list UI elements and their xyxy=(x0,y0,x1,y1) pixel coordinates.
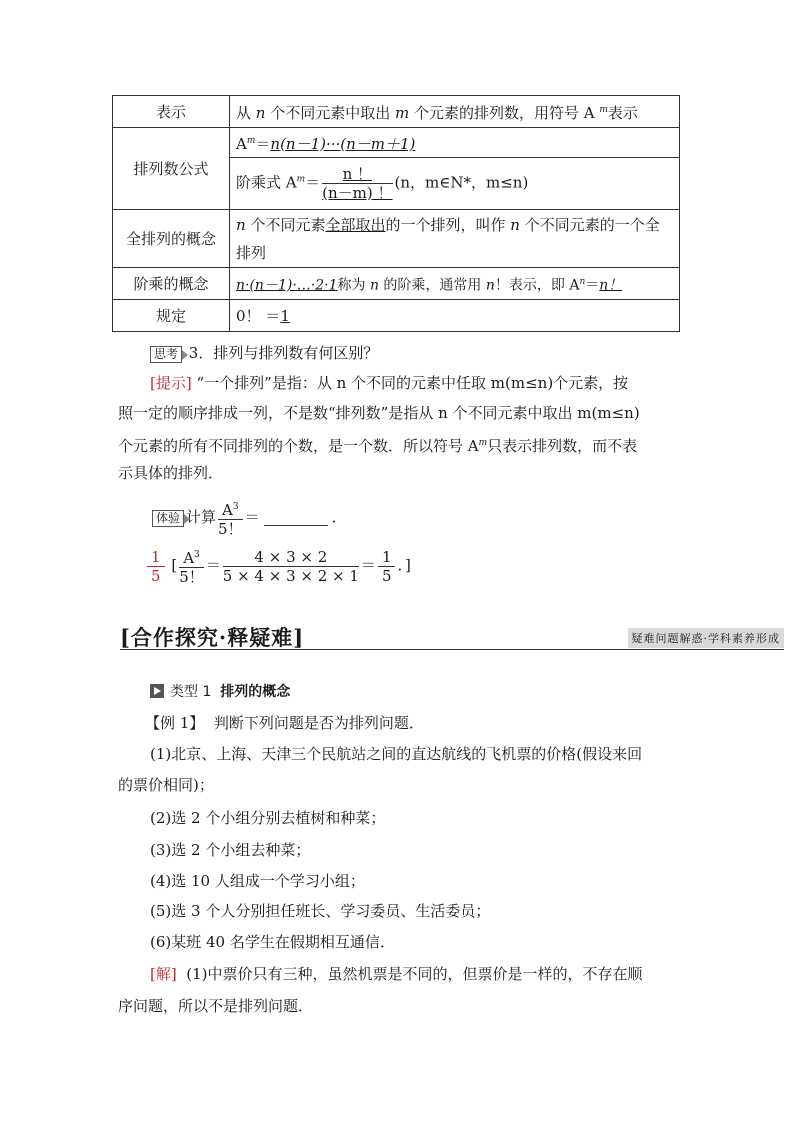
solution-line-1: [解] (1)中票价只有三种，虽然机票是不同的，但票价是一样的，不存在顺 xyxy=(150,965,643,983)
example-label: 【例 1】 xyxy=(145,714,205,732)
experience-answer: $\frac{1}{5}$ [ $\frac{A^3}{5!}$ ＝ $\frac{4 \times 3 \times 2}{5 \times 4 \times 3 \times 2 \times 1}$ ＝ $\frac{1}{5}$ ．] xyxy=(145,545,705,586)
row-value: n 个不同元素全部取出的一个排列，叫作 n 个不同元素的一个全 排列 xyxy=(230,210,680,268)
table-row xyxy=(113,128,680,158)
think-tag: 思考 xyxy=(150,346,182,363)
formula-product: $A^m=n(n-1)\cdot\cdot\cdot(n-m+1)$ xyxy=(230,128,680,158)
table-row xyxy=(113,268,680,300)
list-item: (1)北京、上海、天津三个民航站之间的直达航线的飞机票的价格(假设来回 xyxy=(150,745,643,763)
hint-line-2: 照一定的顺序排成一列，不是数“排列数”是指从 n 个不同元素中取出 m(m≤n) xyxy=(118,404,640,422)
row-key: 表示 xyxy=(113,96,230,128)
section-badge: 疑难问题解惑·学科素养形成 xyxy=(628,628,785,648)
row-key: 排列数公式 xyxy=(113,128,230,210)
formula-factorial: 阶乘式 $A^m=$ $\frac{n !}{(n-m) !}$ (n，m∈N*，m≤n) xyxy=(230,158,680,210)
list-item: (3)选 2 个小组去种菜； xyxy=(150,841,311,859)
answer-blank xyxy=(264,510,328,526)
table-row xyxy=(113,96,680,128)
think-text: 3．排列与排列数有何区别？ xyxy=(188,344,379,362)
list-item: (6)某班 40 名学生在假期相互通信． xyxy=(150,933,395,951)
hint-line-4: 示具体的排列． xyxy=(118,464,224,482)
row-key: 全排列的概念 xyxy=(113,210,230,268)
experience-tag: 体验 xyxy=(152,510,184,527)
row-value: 从 n 个不同元素中取出 m 个元素的排列数，用符号 A $^m$表示 xyxy=(230,96,680,128)
play-triangle-icon xyxy=(150,684,164,698)
think-question xyxy=(150,341,710,365)
table-row xyxy=(113,210,680,268)
row-value: n·(n－1)·…·2·1称为 n 的阶乘，通常用 n！表示，即 $A^n=n$！ xyxy=(230,268,680,300)
row-value: 0！ ＝1 xyxy=(230,300,680,332)
hint-line-1 xyxy=(150,371,710,395)
hint-text: “一个排列”是指：从 n 个不同的元素中任取 m(m≤n)个元素，按 xyxy=(196,374,629,392)
hint-label: [提示] xyxy=(150,374,192,392)
type-heading: 类型 1 排列的概念 xyxy=(150,680,710,704)
list-item: (5)选 3 个人分别担任班长、学习委员、生活委员； xyxy=(150,902,491,920)
row-key: 阶乘的概念 xyxy=(113,268,230,300)
section-header xyxy=(120,620,784,650)
section-title: [合作探究·释疑难] xyxy=(120,625,305,650)
permutation-table xyxy=(112,95,680,332)
example-heading: 【例 1】 判断下列问题是否为排列问题． xyxy=(145,714,424,732)
hint-line-3: 个元素的所有不同排列的个数，是一个数．所以符号 $A^m$只表示排列数，而不表 xyxy=(118,437,638,455)
answer-value: $\frac{1}{5}$ xyxy=(147,548,165,585)
list-item: 的票价相同)； xyxy=(118,776,214,794)
table-row xyxy=(113,300,680,332)
list-item: (4)选 10 人组成一个学习小组； xyxy=(150,872,365,890)
list-item: (2)选 2 个小组分别去植树和种菜； xyxy=(150,809,386,827)
solution-line-2: 序问题，所以不是排列问题． xyxy=(118,997,314,1015)
solution-label: [解] xyxy=(150,965,177,983)
row-key: 规定 xyxy=(113,300,230,332)
experience-question: 体验 计算 $\frac{A^3}{5!}$ ＝ ． xyxy=(152,498,712,538)
